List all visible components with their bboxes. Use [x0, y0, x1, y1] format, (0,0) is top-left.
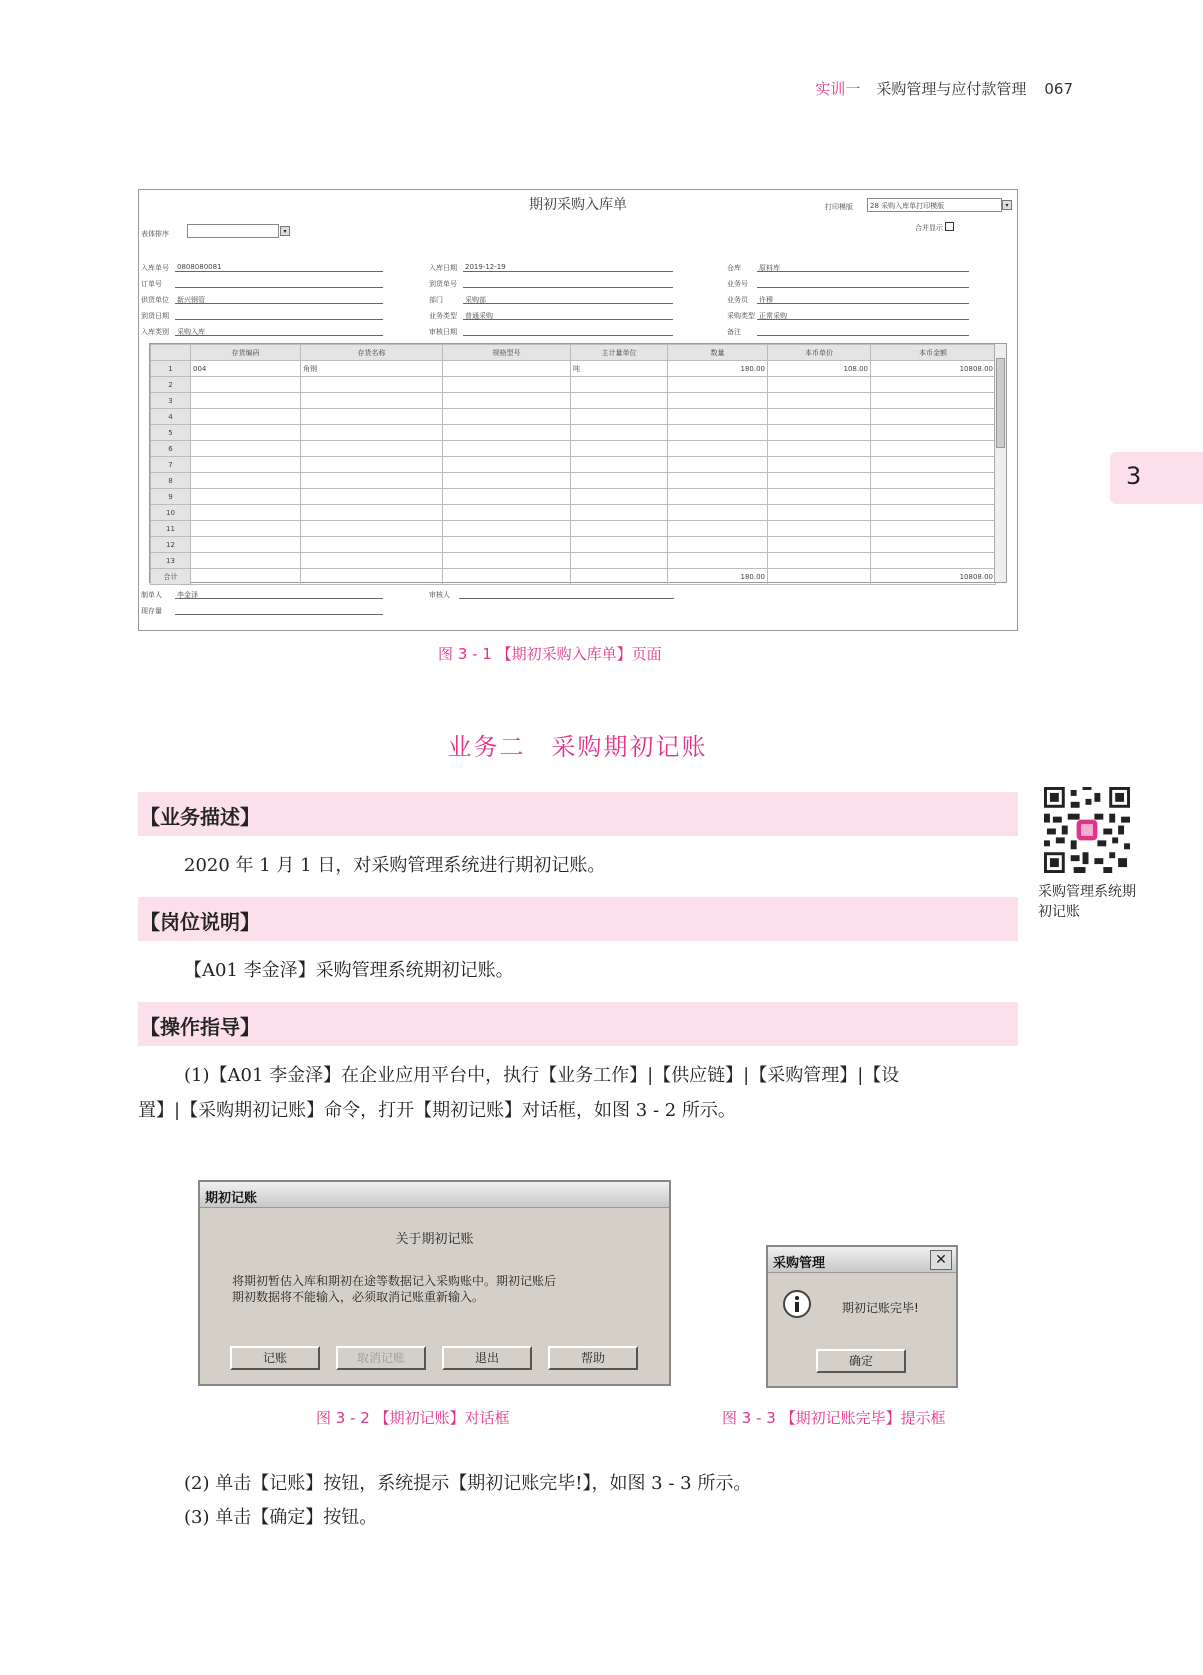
chapter-title: 采购管理与应付款管理 — [876, 80, 1027, 98]
audit-date-label: 审核日期 — [429, 328, 457, 336]
cell-code[interactable] — [191, 393, 301, 409]
cell-amount[interactable] — [871, 393, 996, 409]
row-number: 1 — [151, 361, 191, 377]
biz-type-label: 业务类型 — [429, 312, 457, 320]
auditor-label: 审核人 — [429, 591, 450, 599]
post-text: 【A01 李金泽】采购管理系统期初记账。 — [184, 960, 514, 981]
cell-unit[interactable]: 吨 — [571, 361, 668, 377]
step3-text: (3) 单击【确定】按钮。 — [184, 1507, 378, 1528]
cell-name[interactable] — [301, 553, 443, 569]
table-row[interactable] — [151, 505, 996, 521]
row-number: 3 — [151, 393, 191, 409]
arrival-date-label: 到货日期 — [141, 312, 169, 320]
cell-spec[interactable] — [443, 361, 571, 377]
cell-qty[interactable] — [668, 521, 768, 537]
cell-qty[interactable] — [668, 553, 768, 569]
row-number: 6 — [151, 441, 191, 457]
cell-price[interactable] — [768, 505, 871, 521]
qr-code-icon — [1044, 787, 1130, 873]
cell-spec[interactable] — [443, 521, 571, 537]
cell-qty[interactable] — [668, 489, 768, 505]
cell-price[interactable]: 108.00 — [768, 361, 871, 377]
cell-qty[interactable] — [668, 377, 768, 393]
col-header[interactable]: 主计量单位 — [571, 345, 668, 361]
clerk-value: 许穆 — [759, 296, 773, 304]
page-number: 067 — [1044, 80, 1073, 98]
note-label: 备注 — [727, 328, 741, 336]
table-row[interactable] — [151, 521, 996, 537]
col-header[interactable]: 规格型号 — [443, 345, 571, 361]
dialog-message-line1: 将期初暂估入库和期初在途等数据记入采购账中。期初记账后 — [232, 1274, 557, 1288]
cell-unit[interactable] — [571, 521, 668, 537]
cell-spec[interactable] — [443, 537, 571, 553]
cell-unit[interactable] — [571, 489, 668, 505]
in-type-value: 采购入库 — [177, 328, 205, 336]
cell-name[interactable] — [301, 441, 443, 457]
sort-label: 表体排序 — [141, 230, 169, 238]
dialog-message: 期初记账完毕! — [842, 1301, 919, 1315]
cell-name[interactable] — [301, 521, 443, 537]
receipt-grid — [149, 343, 1007, 583]
fig1-caption: 图 3 - 1 【期初采购入库单】页面 — [438, 645, 662, 663]
row-number: 8 — [151, 473, 191, 489]
close-icon[interactable]: ✕ — [930, 1250, 952, 1270]
total-amount: 10808.00 — [871, 569, 996, 585]
cell-amount[interactable] — [871, 473, 996, 489]
arrival-no-label: 到货单号 — [429, 280, 457, 288]
step2-text: (2) 单击【记账】按钮，系统提示【期初记账完毕!】，如图 3 - 3 所示。 — [184, 1473, 752, 1494]
cell-spec[interactable] — [443, 505, 571, 521]
table-row[interactable] — [151, 553, 996, 569]
order-no-label: 订单号 — [141, 280, 162, 288]
dept-label: 部门 — [429, 296, 443, 304]
cell-code[interactable] — [191, 505, 301, 521]
cell-spec[interactable] — [443, 473, 571, 489]
cell-qty[interactable]: 180.00 — [668, 361, 768, 377]
ok-button[interactable]: 确定 — [816, 1349, 906, 1373]
cell-amount[interactable] — [871, 409, 996, 425]
cell-code[interactable]: 004 — [191, 361, 301, 377]
cell-name[interactable] — [301, 537, 443, 553]
section-title: 业务二 采购期初记账 — [447, 733, 708, 761]
in-type-label: 入库类别 — [141, 328, 169, 336]
date-label: 入库日期 — [429, 264, 457, 272]
cell-code[interactable] — [191, 553, 301, 569]
dept-value: 采购部 — [465, 296, 486, 304]
clerk-label: 业务员 — [727, 296, 748, 304]
merge-display-label: 合并显示 — [915, 224, 943, 232]
posting-complete-dialog — [766, 1245, 958, 1388]
qr-label: 采购管理系统期初记账 — [1038, 884, 1136, 920]
table-row[interactable] — [151, 489, 996, 505]
table-header-row — [151, 345, 996, 361]
running-header — [815, 78, 1073, 99]
purchase-receipt-window — [138, 189, 1018, 631]
row-number: 7 — [151, 457, 191, 473]
print-template-select[interactable] — [867, 198, 1002, 212]
cell-name[interactable] — [301, 393, 443, 409]
cell-code[interactable] — [191, 441, 301, 457]
table-row[interactable] — [151, 457, 996, 473]
cancel-post-button[interactable]: 取消记账 — [336, 1346, 426, 1370]
cell-amount[interactable] — [871, 441, 996, 457]
cell-code[interactable] — [191, 377, 301, 393]
cell-amount[interactable] — [871, 553, 996, 569]
cell-code[interactable] — [191, 473, 301, 489]
table-row[interactable] — [151, 377, 996, 393]
col-header[interactable]: 存货名称 — [301, 345, 443, 361]
cell-qty[interactable] — [668, 473, 768, 489]
cell-price[interactable] — [768, 377, 871, 393]
row-number: 4 — [151, 409, 191, 425]
cell-price[interactable] — [768, 441, 871, 457]
warehouse-value: 原料库 — [759, 264, 780, 272]
cell-qty[interactable] — [668, 457, 768, 473]
print-template-label: 打印模版 — [825, 203, 853, 211]
table-row[interactable] — [151, 409, 996, 425]
post-heading: 【岗位说明】 — [138, 897, 1018, 941]
cell-price[interactable] — [768, 393, 871, 409]
fig3-caption: 图 3 - 3 【期初记账完毕】提示框 — [722, 1409, 946, 1427]
col-header[interactable]: 本币金额 — [871, 345, 996, 361]
receipt-no-value: 0808080081 — [177, 263, 222, 271]
table-row[interactable] — [151, 425, 996, 441]
cell-code[interactable] — [191, 457, 301, 473]
biz-type-value: 普通采购 — [465, 312, 493, 320]
date-value: 2019-12-19 — [465, 263, 506, 271]
cell-qty[interactable] — [668, 505, 768, 521]
cell-amount[interactable]: 10808.00 — [871, 361, 996, 377]
cell-name[interactable] — [301, 377, 443, 393]
current-stock-label: 现存量 — [141, 607, 162, 615]
cell-code[interactable] — [191, 521, 301, 537]
table-row[interactable] — [151, 361, 996, 377]
cell-name[interactable] — [301, 489, 443, 505]
cell-code[interactable] — [191, 489, 301, 505]
maker-label: 制单人 — [141, 591, 162, 599]
table-row[interactable] — [151, 473, 996, 489]
business-no-label: 业务号 — [727, 280, 748, 288]
exit-button[interactable]: 退出 — [442, 1346, 532, 1370]
cell-unit[interactable] — [571, 409, 668, 425]
row-number: 12 — [151, 537, 191, 553]
cell-price[interactable] — [768, 473, 871, 489]
cell-unit[interactable] — [571, 377, 668, 393]
cell-price[interactable] — [768, 489, 871, 505]
cell-name[interactable] — [301, 505, 443, 521]
cell-code[interactable] — [191, 425, 301, 441]
cell-amount[interactable] — [871, 377, 996, 393]
supplier-value: 新兴钢管 — [177, 296, 205, 304]
step1-line2: 置】|【采购期初记账】命令，打开【期初记账】对话框，如图 3 - 2 所示。 — [138, 1100, 736, 1121]
cell-name[interactable] — [301, 425, 443, 441]
cell-spec[interactable] — [443, 441, 571, 457]
fig2-caption: 图 3 - 2 【期初记账】对话框 — [316, 1409, 510, 1427]
purchase-type-label: 采购类型 — [727, 312, 755, 320]
row-number: 13 — [151, 553, 191, 569]
receipt-no-label: 入库单号 — [141, 264, 169, 272]
info-icon — [782, 1289, 812, 1319]
print-template-value: 28 采购入库单打印模版 — [870, 202, 945, 210]
cell-price[interactable] — [768, 409, 871, 425]
cell-code[interactable] — [191, 409, 301, 425]
cell-unit[interactable] — [571, 505, 668, 521]
cell-amount[interactable] — [871, 521, 996, 537]
help-button[interactable]: 帮助 — [548, 1346, 638, 1370]
cell-name[interactable]: 角钢 — [301, 361, 443, 377]
table-row[interactable] — [151, 537, 996, 553]
initial-posting-dialog — [198, 1180, 671, 1386]
dialog-heading: 关于期初记账 — [395, 1232, 474, 1247]
desc-heading: 【业务描述】 — [138, 792, 1018, 836]
sort-select[interactable] — [187, 224, 279, 238]
cell-name[interactable] — [301, 457, 443, 473]
total-qty: 180.00 — [668, 569, 768, 585]
cell-unit[interactable] — [571, 473, 668, 489]
cell-spec[interactable] — [443, 489, 571, 505]
cell-unit[interactable] — [571, 441, 668, 457]
table-row[interactable] — [151, 393, 996, 409]
cell-spec[interactable] — [443, 457, 571, 473]
cell-amount[interactable] — [871, 537, 996, 553]
cell-name[interactable] — [301, 409, 443, 425]
warehouse-label: 仓库 — [727, 264, 741, 272]
chevron-down-icon[interactable]: ▾ — [280, 226, 290, 236]
cell-unit[interactable] — [571, 425, 668, 441]
cell-qty[interactable] — [668, 409, 768, 425]
cell-price[interactable] — [768, 425, 871, 441]
post-button[interactable]: 记账 — [230, 1346, 320, 1370]
row-number: 10 — [151, 505, 191, 521]
cell-spec[interactable] — [443, 377, 571, 393]
cell-code[interactable] — [191, 537, 301, 553]
window-title: 期初采购入库单 — [529, 197, 627, 213]
cell-unit[interactable] — [571, 457, 668, 473]
cell-name[interactable] — [301, 473, 443, 489]
chapter-label: 实训一 — [815, 80, 861, 98]
cell-unit[interactable] — [571, 393, 668, 409]
cell-price[interactable] — [768, 537, 871, 553]
maker-value: 李金泽 — [177, 591, 198, 599]
cell-amount[interactable] — [871, 505, 996, 521]
cell-amount[interactable] — [871, 425, 996, 441]
dialog-title: 期初记账 — [200, 1182, 669, 1208]
cell-qty[interactable] — [668, 441, 768, 457]
total-label: 合计 — [151, 569, 191, 585]
dialog-message-line2: 期初数据将不能输入，必须取消记账重新输入。 — [232, 1290, 485, 1304]
row-number: 11 — [151, 521, 191, 537]
purchase-type-value: 正常采购 — [759, 312, 787, 320]
cell-unit[interactable] — [571, 537, 668, 553]
col-header[interactable]: 数量 — [668, 345, 768, 361]
cell-spec[interactable] — [443, 409, 571, 425]
cell-unit[interactable] — [571, 553, 668, 569]
table-row[interactable] — [151, 441, 996, 457]
cell-spec[interactable] — [443, 553, 571, 569]
desc-text: 2020 年 1 月 1 日，对采购管理系统进行期初记账。 — [184, 855, 606, 876]
col-header[interactable]: 本币单价 — [768, 345, 871, 361]
cell-spec[interactable] — [443, 425, 571, 441]
cell-qty[interactable] — [668, 537, 768, 553]
cell-amount[interactable] — [871, 489, 996, 505]
step1-line1: (1)【A01 李金泽】在企业应用平台中，执行【业务工作】|【供应链】|【采购管理】|【设 — [184, 1065, 900, 1086]
cell-price[interactable] — [768, 553, 871, 569]
cell-amount[interactable] — [871, 457, 996, 473]
row-number: 9 — [151, 489, 191, 505]
merge-display-checkbox[interactable] — [945, 222, 954, 231]
cell-spec[interactable] — [443, 393, 571, 409]
chapter-side-tab: 3 — [1110, 452, 1203, 504]
cell-qty[interactable] — [668, 425, 768, 441]
cell-price[interactable] — [768, 521, 871, 537]
supplier-label: 供货单位 — [141, 296, 169, 304]
row-number: 2 — [151, 377, 191, 393]
dialog-title: 采购管理 — [768, 1247, 956, 1273]
chevron-down-icon[interactable]: ▾ — [1002, 200, 1012, 210]
total-row — [151, 569, 996, 585]
cell-qty[interactable] — [668, 393, 768, 409]
receipt-table — [150, 344, 996, 585]
cell-price[interactable] — [768, 457, 871, 473]
row-number: 5 — [151, 425, 191, 441]
vertical-scrollbar[interactable] — [994, 344, 1006, 582]
guide-heading: 【操作指导】 — [138, 1002, 1018, 1046]
col-header[interactable]: 存货编码 — [191, 345, 301, 361]
